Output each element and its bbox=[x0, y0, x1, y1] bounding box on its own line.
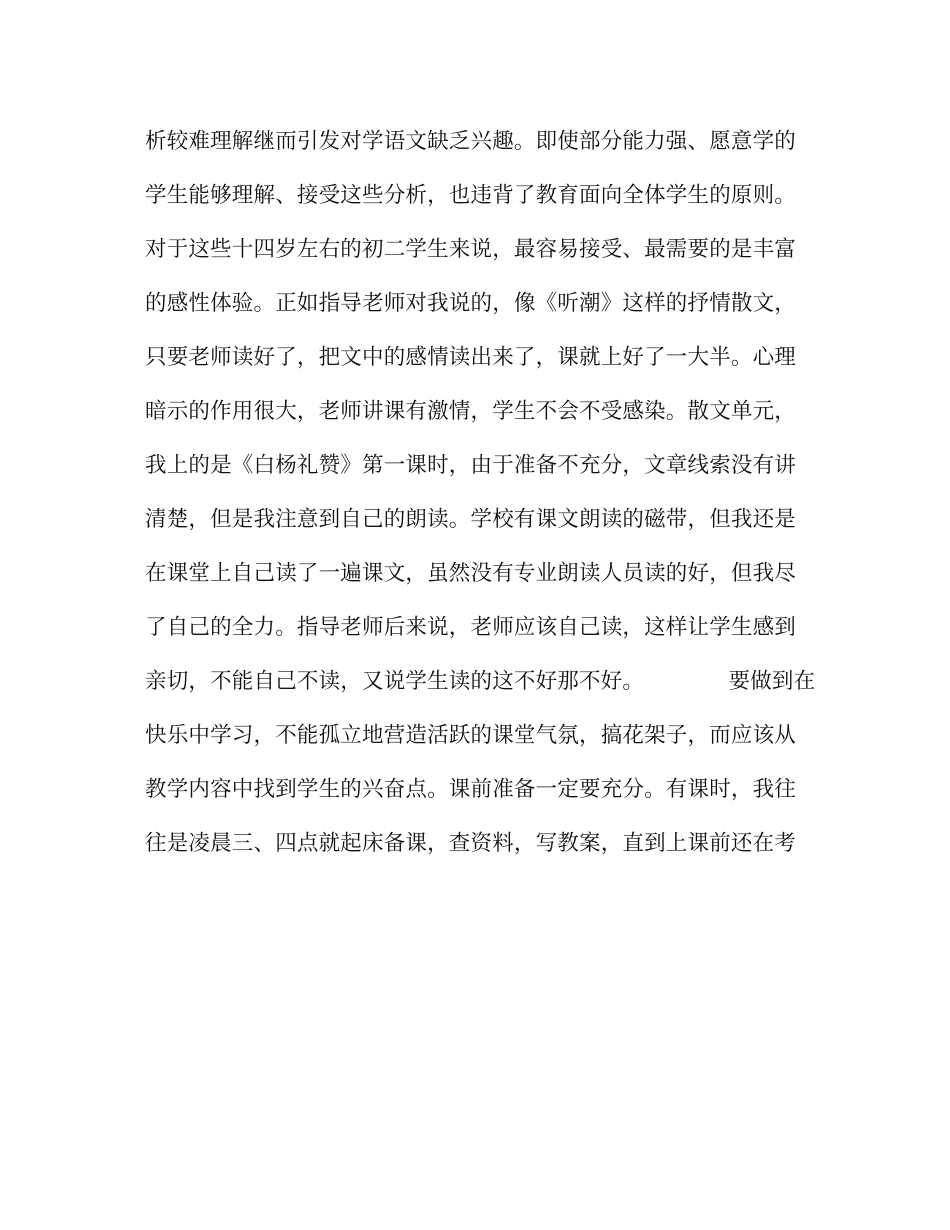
text-line: 析较难理解继而引发对学语文缺乏兴趣。即使部分能力强、愿意学的 bbox=[145, 129, 797, 154]
text-line: 往是凌晨三、四点就起床备课，查资料，写教案，直到上课前还在考 bbox=[145, 831, 797, 856]
text-line: 我上的是《白杨礼赞》第一课时，由于准备不充分，文章线索没有讲 bbox=[145, 453, 797, 478]
text-line: 教学内容中找到学生的兴奋点。课前准备一定要充分。有课时，我往 bbox=[145, 777, 797, 802]
text-line: 对于这些十四岁左右的初二学生来说，最容易接受、最需要的是丰富 bbox=[145, 237, 797, 262]
text-line: 只要老师读好了，把文中的感情读出来了，课就上好了一大半。心理 bbox=[145, 345, 797, 370]
text-line: 了自己的全力。指导老师后来说，老师应该自己读，这样让学生感到 bbox=[145, 615, 797, 640]
text-line: 学生能够理解、接受这些分析，也违背了教育面向全体学生的原则。 bbox=[145, 183, 797, 208]
text-line: 快乐中学习，不能孤立地营造活跃的课堂气氛，搞花架子，而应该从 bbox=[145, 723, 797, 748]
text-line: 暗示的作用很大，老师讲课有激情，学生不会不受感染。散文单元， bbox=[145, 399, 797, 424]
body-text bbox=[145, 122, 825, 878]
text-line: 在课堂上自己读了一遍课文，虽然没有专业朗读人员读的好，但我尽 bbox=[145, 561, 797, 586]
text-line: 的感性体验。正如指导老师对我说的，像《听潮》这样的抒情散文， bbox=[145, 291, 797, 316]
text-line: 亲切，不能自己不读，又说学生读的这不好那不好。 要做到在 bbox=[145, 669, 816, 694]
text-line: 清楚，但是我注意到自己的朗读。学校有课文朗读的磁带，但我还是 bbox=[145, 507, 797, 532]
